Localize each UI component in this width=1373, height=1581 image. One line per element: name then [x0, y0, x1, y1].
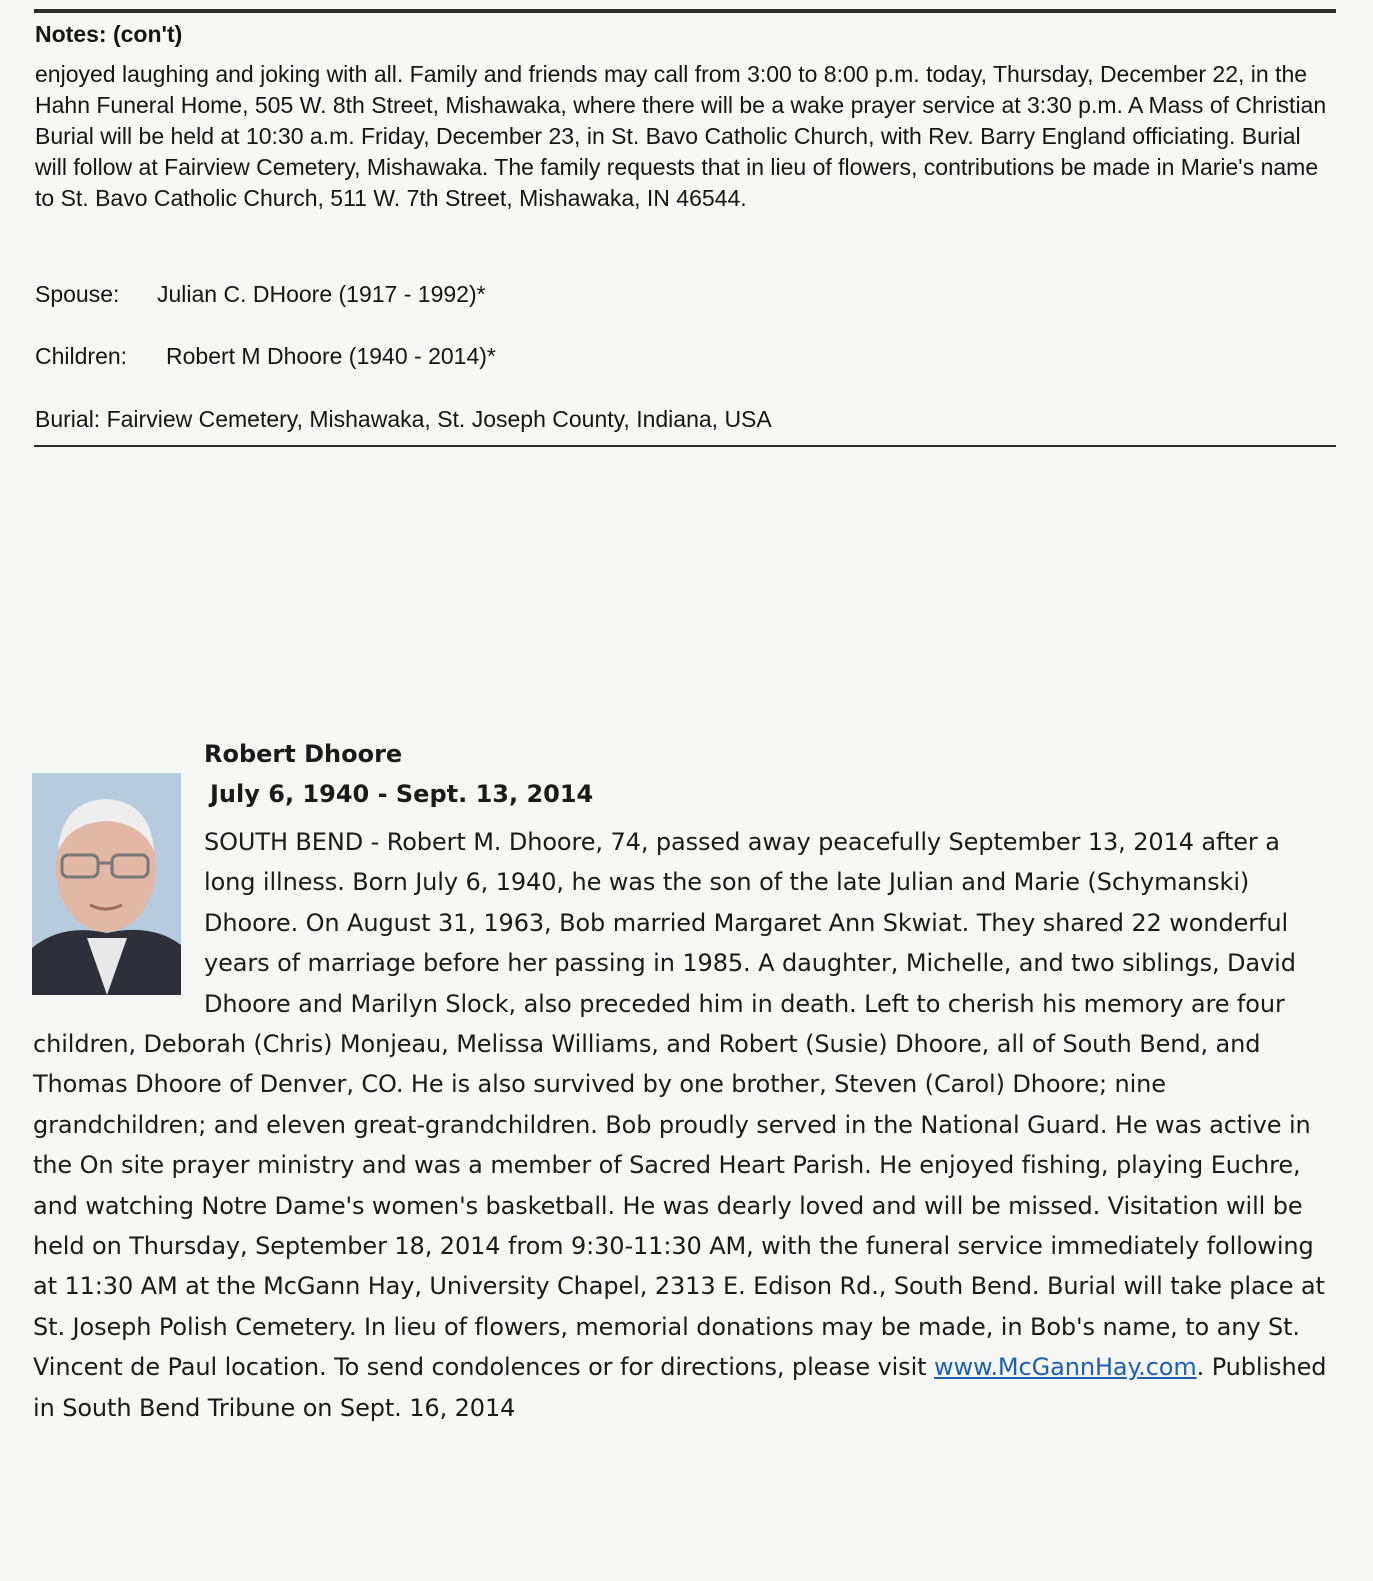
top-divider — [34, 9, 1336, 13]
spouse-label: Spouse: — [35, 281, 120, 307]
section-divider — [34, 445, 1336, 447]
notes-paragraph: enjoyed laughing and joking with all. Family and friends may call from 3:00 to 8:00 p.m. today, Thursday, December 22, in the Hahn Funeral Home, 505 W. 8th Street, Mishawaka, where there will be a wake prayer service at 3:30 p.m. A Mass of Christian Burial will be held at 10:30 a.m. Friday, December 23, in St. Bavo Catholic Church, with Rev. Barry England officiating. Burial will follow at Fairview Cemetery, Mishawaka. The family requests that in lieu of flowers, contributions be made in Marie's name to St. Bavo Catholic Church, 511 W. 7th Street, Mishawaka, IN 46544. — [35, 61, 1327, 211]
spouse-line — [35, 281, 486, 308]
children-value: Robert M Dhoore (1940 - 2014)* — [166, 343, 496, 369]
obituary-text — [33, 822, 1333, 1428]
obituary-body-end: . Published in South Bend Tribune on Sept. 16, 2014 — [33, 1353, 1327, 1422]
children-label: Children: — [35, 343, 128, 369]
spouse-value: Julian C. DHoore (1917 - 1992)* — [157, 281, 486, 307]
burial-label: Burial: — [35, 406, 101, 432]
obituary-dates: July 6, 1940 - Sept. 13, 2014 — [210, 780, 594, 808]
obituary-name: Robert Dhoore — [204, 740, 403, 768]
burial-value: Fairview Cemetery, Mishawaka, St. Joseph County, Indiana, USA — [106, 406, 772, 432]
website-link[interactable]: www.McGannHay.com — [934, 1353, 1197, 1382]
photo-spacer — [33, 822, 204, 1022]
burial-line — [35, 406, 772, 433]
children-line — [35, 343, 496, 370]
notes-heading: Notes: (con't) — [35, 21, 183, 47]
obituary-body: SOUTH BEND - Robert M. Dhoore, 74, passed away peacefully September 13, 2014 after a long illness. Born July 6, 1940, he was the son of the late Julian and Marie (Schymanski) Dhoore. On August 31, 1963, Bob married Margaret Ann Skwiat. They shared 22 wonderful years of marriage before her passing in 1985. A daughter, Michelle, and two siblings, David Dhoore and Marilyn Slock, also preceded him in death. Left to cherish his memory are four children, Deborah (Chris) Monjeau, Melissa Williams, and Robert (Susie) Dhoore, all of South Bend, and Thomas Dhoore of Denver, CO. He is also survived by one brother, Steven (Carol) Dhoore; nine grandchildren; and eleven great-grandchildren. Bob proudly served in the National Guard. He was active in the On site prayer ministry and was a member of Sacred Heart Parish. He enjoyed fishing, playing Euchre, and watching Notre Dame's women's basketball. He was dearly loved and will be missed. Visitation will be held on Thursday, September 18, 2014 from 9:30-11:30 AM, with the funeral service immediately following at 11:30 AM at the McGann Hay, University Chapel, 2313 E. Edison Rd., South Bend. Burial will take place at St. Joseph Polish Cemetery. In lieu of flowers, memorial donations may be made, in Bob's name, to any St. Vincent de Paul location. To send condolences or for directions, please visit — [33, 828, 1325, 1382]
